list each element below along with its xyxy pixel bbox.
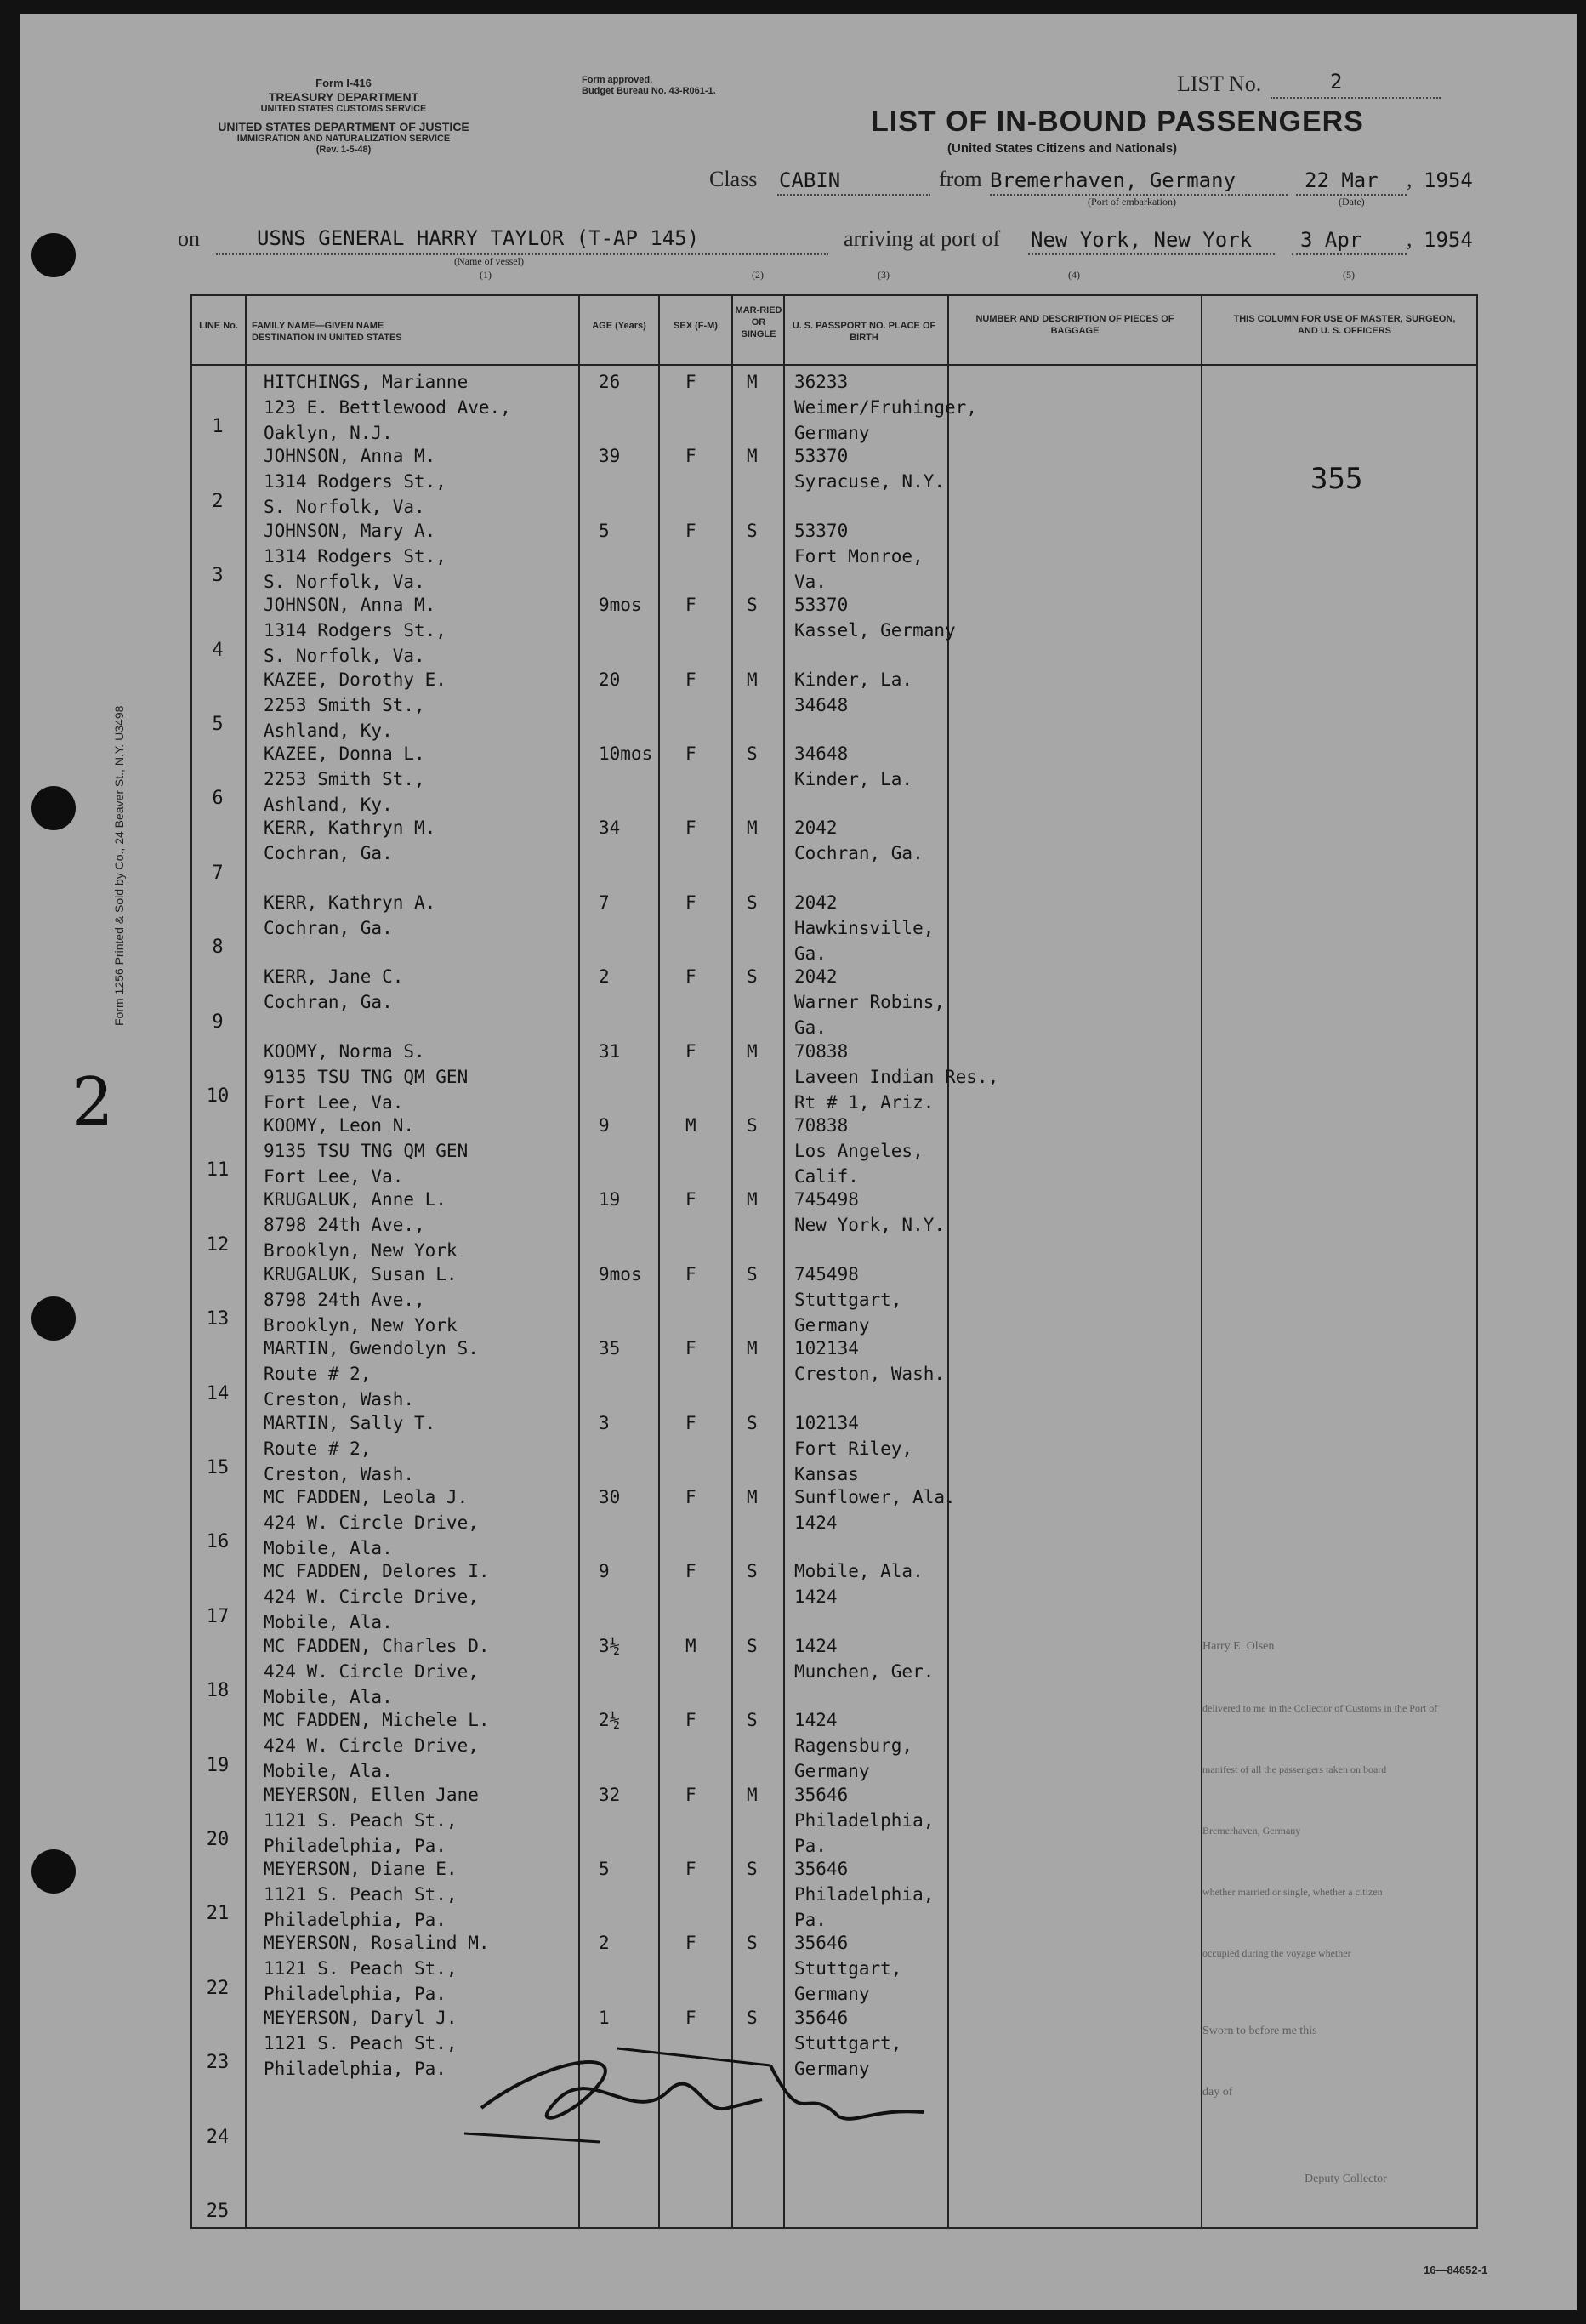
faint-stamp (1202, 1596, 1458, 2230)
table-row (192, 1111, 1476, 1185)
stamp-line: delivered to me in the Collector of Customs in the Port of (1202, 1702, 1438, 1714)
passenger-destination: Fort Lee, Va. (264, 1091, 404, 1113)
line-number: 18 (206, 1680, 230, 1702)
stamp-line: Harry E. Olsen (1202, 1640, 1275, 1653)
arrival-comma: , (1407, 226, 1413, 251)
passenger-age: 2 (599, 1933, 610, 1954)
margin-handwritten-mark: 2 (71, 1064, 114, 1141)
place-of-birth: Philadelphia, (794, 1809, 935, 1831)
punch-hole (31, 233, 76, 277)
line-number: 24 (206, 2126, 230, 2148)
date-value: 22 Mar (1305, 168, 1379, 192)
passport-number: Mobile, Ala. (794, 1561, 924, 1582)
passenger-age: 5 (599, 520, 610, 541)
arrival-date: 3 Apr (1300, 228, 1362, 252)
passenger-destination: 9135 TSU TNG QM GEN (264, 1141, 469, 1161)
passenger-destination: 2253 Smith St., (264, 769, 425, 789)
passenger-destination: 1121 S. Peach St., (264, 1958, 458, 1979)
header-name: FAMILY NAME—GIVEN NAME DESTINATION IN UNITED STATES (252, 321, 402, 343)
passenger-sex: F (685, 1338, 696, 1359)
header-passport: U. S. PASSPORT NO. PLACE OF BIRTH (792, 321, 936, 343)
punch-hole (31, 1849, 76, 1894)
line-number: 17 (206, 1605, 230, 1627)
passenger-destination: 424 W. Circle Drive, (264, 1512, 479, 1533)
passport-number: 745498 (794, 1263, 859, 1284)
passport-number: 35646 (794, 1933, 849, 1954)
passport-number: 53370 (794, 520, 849, 541)
passenger-age: 39 (599, 446, 621, 467)
passenger-age: 7 (599, 891, 610, 913)
passenger-age: 31 (599, 1040, 621, 1062)
passenger-sex: F (685, 1859, 696, 1879)
form-left-block (165, 77, 522, 156)
passport-number: 36233 (794, 372, 849, 392)
place-of-birth: Ragensburg, (794, 1735, 913, 1757)
line-number: 7 (212, 862, 224, 884)
line-number: 11 (206, 1159, 230, 1182)
place-of-birth: Stuttgart, (794, 2032, 902, 2053)
passenger-destination: 1314 Rodgers St., (264, 620, 446, 641)
table-row (192, 665, 1476, 739)
place-of-birth: Kansas (794, 1463, 859, 1484)
place-of-birth: Kinder, La. (794, 769, 913, 789)
marital-status: M (747, 446, 758, 467)
passenger-name: MARTIN, Sally T. (264, 1412, 436, 1433)
passenger-sex: F (685, 2007, 696, 2028)
passport-number: 70838 (794, 1040, 849, 1062)
passenger-destination: Creston, Wash. (264, 1389, 415, 1410)
passenger-destination: Brooklyn, New York (264, 1314, 458, 1336)
passenger-destination: Philadelphia, Pa. (264, 2058, 446, 2079)
officer-note: 355 (1310, 462, 1363, 496)
form-left-line: UNITED STATES CUSTOMS SERVICE (260, 104, 427, 114)
passport-number: 1424 (794, 1710, 838, 1731)
passenger-destination: S. Norfolk, Va. (264, 497, 425, 518)
line-number: 19 (206, 1754, 230, 1776)
line-number: 3 (212, 565, 224, 587)
date-caption: (Date) (1339, 196, 1365, 208)
passport-number: 35646 (794, 1784, 849, 1805)
place-of-birth: Creston, Wash. (794, 1364, 946, 1385)
passenger-sex: F (685, 595, 696, 616)
line-number: 6 (212, 788, 224, 810)
passport-number: 35646 (794, 1859, 849, 1879)
place-of-birth: Laveen Indian Res., (794, 1066, 999, 1087)
place-of-birth: Syracuse, N.Y. (794, 471, 946, 493)
passenger-destination: 1314 Rodgers St., (264, 471, 446, 493)
table-row (192, 1185, 1476, 1262)
stamp-line: manifest of all the passengers taken on board (1202, 1763, 1387, 1775)
passport-number: 102134 (794, 1412, 859, 1433)
line-number: 22 (206, 1977, 230, 1999)
passenger-age: 1 (599, 2007, 610, 2028)
line-number: 25 (206, 2200, 230, 2222)
col-number: (1) (480, 269, 492, 281)
marital-status: S (747, 1859, 758, 1879)
header-sex: SEX (F-M) (674, 321, 718, 331)
passenger-name: KAZEE, Dorothy E. (264, 669, 446, 690)
passenger-destination: 8798 24th Ave., (264, 1215, 425, 1236)
passenger-sex: M (685, 1115, 696, 1136)
form-left-line: TREASURY DEPARTMENT (268, 90, 419, 104)
marital-status: S (747, 1561, 758, 1582)
passenger-destination: Creston, Wash. (264, 1463, 415, 1484)
marital-status: S (747, 595, 758, 616)
col-number: (4) (1068, 269, 1080, 281)
table-row (192, 367, 1476, 441)
line-number: 1 (212, 416, 224, 438)
marital-status: S (747, 743, 758, 764)
passenger-name: KAZEE, Donna L. (264, 743, 425, 764)
table-row (192, 441, 1476, 518)
table-row (192, 813, 1476, 887)
table-row (192, 1260, 1476, 1334)
marital-status: S (747, 1710, 758, 1731)
port-caption: (Port of embarkation) (1088, 196, 1176, 208)
passenger-destination: Mobile, Ala. (264, 1686, 393, 1707)
place-of-birth: Kassel, Germany (794, 620, 956, 641)
passenger-sex: F (685, 743, 696, 764)
passport-number: 745498 (794, 1189, 859, 1210)
passenger-name: KERR, Kathryn A. (264, 891, 436, 913)
passenger-destination: Cochran, Ga. (264, 843, 393, 864)
footer-code: 16—84652-1 (1424, 2264, 1488, 2276)
marital-status: S (747, 1263, 758, 1284)
marital-status: M (747, 669, 758, 690)
list-no-value: 2 (1330, 70, 1343, 94)
form-left-line: (Rev. 1-5-48) (315, 145, 372, 155)
place-of-birth: Germany (794, 1761, 870, 1782)
passenger-age: 9mos (599, 595, 642, 616)
col-number: (3) (878, 269, 890, 281)
place-of-birth: Ga. (794, 943, 827, 964)
place-of-birth: Hawkinsville, (794, 917, 935, 938)
stamp-line: occupied during the voyage whether (1202, 1947, 1351, 1959)
passenger-age: 9mos (599, 1263, 642, 1284)
passenger-destination: Ashland, Ky. (264, 720, 393, 741)
place-of-birth: Germany (794, 1314, 870, 1336)
passenger-name: JOHNSON, Mary A. (264, 520, 436, 541)
passenger-name: KOOMY, Leon N. (264, 1115, 415, 1136)
passenger-sex: F (685, 1189, 696, 1210)
place-of-birth: Stuttgart, (794, 1958, 902, 1979)
passenger-destination: 424 W. Circle Drive, (264, 1660, 479, 1682)
manifest-page (20, 14, 1577, 2310)
passenger-name: MC FADDEN, Charles D. (264, 1635, 490, 1656)
passenger-name: JOHNSON, Anna M. (264, 446, 436, 467)
passenger-destination: 424 W. Circle Drive, (264, 1586, 479, 1608)
passenger-destination: 123 E. Bettlewood Ave., (264, 397, 511, 418)
marital-status: M (747, 1487, 758, 1507)
passenger-name: MC FADDEN, Michele L. (264, 1710, 490, 1731)
passenger-sex: F (685, 669, 696, 690)
table-row (192, 516, 1476, 590)
passenger-name: KOOMY, Norma S. (264, 1040, 425, 1062)
passenger-sex: F (685, 817, 696, 839)
stamp-line: Sworn to before me this (1202, 2025, 1317, 2037)
vessel-name: USNS GENERAL HARRY TAYLOR (T-AP 145) (257, 226, 700, 250)
passport-number: 2042 (794, 817, 838, 839)
line-number: 14 (206, 1382, 230, 1404)
passport-number: 34648 (794, 743, 849, 764)
passenger-destination: 1314 Rodgers St., (264, 545, 446, 567)
form-approved-line: Form approved. (582, 75, 653, 85)
passenger-age: 19 (599, 1189, 621, 1210)
place-of-birth: Warner Robins, (794, 992, 946, 1013)
passport-number: 35646 (794, 2007, 849, 2028)
marital-status: S (747, 1635, 758, 1656)
passenger-destination: 1121 S. Peach St., (264, 1809, 458, 1831)
form-left-line: IMMIGRATION AND NATURALIZATION SERVICE (236, 134, 451, 144)
header-age: AGE (Years) (592, 321, 646, 331)
line-number: 10 (206, 1085, 230, 1107)
line-number: 16 (206, 1531, 230, 1553)
passenger-name: JOHNSON, Anna M. (264, 595, 436, 616)
marital-status: M (747, 1338, 758, 1359)
passenger-age: 10mos (599, 743, 653, 764)
passenger-age: 5 (599, 1859, 610, 1879)
place-of-birth: Pa. (794, 1910, 827, 1930)
printer-side-text: Form 1256 Printed & Sold by Co., 24 Beaver St., N.Y. U3498 (112, 705, 126, 1026)
marital-status: M (747, 1040, 758, 1062)
passenger-name: MEYERSON, Rosalind M. (264, 1933, 490, 1954)
arriving-label: arriving at port of (844, 226, 1001, 251)
line-number: 8 (212, 937, 224, 959)
stamp-line: day of (1202, 2086, 1233, 2099)
place-of-birth: Los Angeles, (794, 1141, 924, 1161)
passport-number: 1424 (794, 1635, 838, 1656)
passport-number: 53370 (794, 446, 849, 467)
passport-number: 2042 (794, 966, 838, 988)
passenger-sex: F (685, 1263, 696, 1284)
form-left-line: Form I-416 (315, 77, 372, 89)
passenger-name: MC FADDEN, Delores I. (264, 1561, 490, 1582)
place-of-birth: Pa. (794, 1835, 827, 1856)
place-of-birth: Germany (794, 2058, 870, 2079)
place-of-birth: 1424 (794, 1586, 838, 1608)
passenger-name: HITCHINGS, Marianne (264, 372, 469, 392)
passenger-age: 32 (599, 1784, 621, 1805)
line-number: 5 (212, 713, 224, 735)
marital-status: S (747, 891, 758, 913)
punch-hole (31, 1296, 76, 1341)
passenger-sex: F (685, 1487, 696, 1507)
passenger-name: MEYERSON, Diane E. (264, 1859, 458, 1879)
form-approved-block (582, 75, 716, 97)
passenger-destination: S. Norfolk, Va. (264, 646, 425, 667)
passenger-sex: M (685, 1635, 696, 1656)
line-number: 21 (206, 1903, 230, 1925)
arrival-year: 1954 (1424, 228, 1473, 252)
passenger-destination: Mobile, Ala. (264, 1538, 393, 1558)
form-approved-line: Budget Bureau No. 43-R061-1. (582, 86, 716, 96)
passenger-destination: 1121 S. Peach St., (264, 2032, 458, 2053)
line-number: 23 (206, 2052, 230, 2074)
passport-number: Kinder, La. (794, 669, 913, 690)
signature-scrawl (447, 2031, 958, 2159)
passenger-age: 9 (599, 1115, 610, 1136)
col-number: (5) (1343, 269, 1355, 281)
passenger-sex: F (685, 1933, 696, 1954)
place-of-birth: Cochran, Ga. (794, 843, 924, 864)
place-of-birth: Philadelphia, (794, 1884, 935, 1905)
passport-number: 102134 (794, 1338, 859, 1359)
passenger-destination: Cochran, Ga. (264, 992, 393, 1013)
line-number: 20 (206, 1828, 230, 1850)
passenger-age: 26 (599, 372, 621, 392)
passenger-destination: 9135 TSU TNG QM GEN (264, 1066, 469, 1087)
marital-status: S (747, 1115, 758, 1136)
passenger-name: KERR, Kathryn M. (264, 817, 436, 839)
header-officers: THIS COLUMN FOR USE OF MASTER, SURGEON, AND U. S. OFFICERS (1233, 314, 1456, 336)
passenger-destination: Route # 2, (264, 1364, 372, 1385)
passport-number: 53370 (794, 595, 849, 616)
passenger-destination: 424 W. Circle Drive, (264, 1735, 479, 1757)
table-row (192, 888, 1476, 962)
passenger-sex: F (685, 1040, 696, 1062)
passenger-destination: Mobile, Ala. (264, 1612, 393, 1633)
marital-status: M (747, 817, 758, 839)
passenger-destination: Oaklyn, N.J. (264, 423, 393, 443)
passenger-destination: 1121 S. Peach St., (264, 1884, 458, 1905)
class-value: CABIN (779, 168, 841, 192)
passport-number: 2042 (794, 891, 838, 913)
marital-status: S (747, 2007, 758, 2028)
line-number: 12 (206, 1233, 230, 1256)
table-row (192, 962, 1476, 1039)
passenger-sex: F (685, 520, 696, 541)
marital-status: S (747, 520, 758, 541)
passenger-age: 30 (599, 1487, 621, 1507)
passenger-name: KERR, Jane C. (264, 966, 404, 988)
line-number: 4 (212, 639, 224, 661)
marital-status: M (747, 372, 758, 392)
from-label: from (939, 167, 982, 191)
place-of-birth: New York, N.Y. (794, 1215, 946, 1236)
line-number: 15 (206, 1456, 230, 1478)
class-label: Class (709, 167, 758, 191)
table-row (192, 590, 1476, 667)
passenger-sex: F (685, 446, 696, 467)
passenger-name: MEYERSON, Daryl J. (264, 2007, 458, 2028)
passenger-age: 2 (599, 966, 610, 988)
place-of-birth: Calif. (794, 1166, 859, 1187)
passenger-destination: Cochran, Ga. (264, 917, 393, 938)
form-subtitle: (United States Citizens and Nationals) (947, 141, 1178, 156)
passenger-destination: Route # 2, (264, 1438, 372, 1459)
date-comma: , (1407, 167, 1413, 191)
form-title: LIST OF IN-BOUND PASSENGERS (871, 105, 1364, 138)
marital-status: S (747, 1933, 758, 1954)
place-of-birth: Germany (794, 1984, 870, 2005)
form-left-line: UNITED STATES DEPARTMENT OF JUSTICE (218, 120, 469, 134)
from-value: Bremerhaven, Germany (990, 168, 1236, 192)
table-row (192, 1483, 1476, 1557)
passenger-age: 3 (599, 1412, 610, 1433)
header-line-no: LINE No. (199, 321, 238, 331)
table-row (192, 1409, 1476, 1483)
stamp-line: Deputy Collector (1305, 2173, 1387, 2185)
passenger-name: KRUGALUK, Susan L. (264, 1263, 458, 1284)
passenger-age: 20 (599, 669, 621, 690)
passenger-name: MARTIN, Gwendolyn S. (264, 1338, 479, 1359)
passenger-sex: F (685, 1710, 696, 1731)
passenger-sex: F (685, 1784, 696, 1805)
arrival-port: New York, New York (1031, 228, 1253, 252)
date-year: 1954 (1424, 168, 1473, 192)
passenger-name: MC FADDEN, Leola J. (264, 1487, 469, 1507)
passenger-age: 9 (599, 1561, 610, 1582)
passport-number: 70838 (794, 1115, 849, 1136)
marital-status: M (747, 1784, 758, 1805)
line-number: 2 (212, 490, 224, 512)
marital-status: S (747, 1412, 758, 1433)
place-of-birth: Rt # 1, Ariz. (794, 1091, 935, 1113)
on-label: on (178, 226, 200, 251)
list-no-label: LIST No. (1177, 71, 1262, 96)
line-number: 9 (212, 1011, 224, 1033)
col-number: (2) (752, 269, 764, 281)
place-of-birth: Stuttgart, (794, 1289, 902, 1310)
passenger-age: 35 (599, 1338, 621, 1359)
header-married: MAR-RIED OR SINGLE (735, 305, 782, 339)
stamp-line: Bremerhaven, Germany (1202, 1825, 1301, 1837)
passenger-destination: Philadelphia, Pa. (264, 1984, 446, 2005)
punch-hole (31, 786, 76, 830)
place-of-birth: Va. (794, 571, 827, 592)
table-row (192, 1334, 1476, 1408)
place-of-birth: 1424 (794, 1512, 838, 1533)
passenger-sex: F (685, 891, 696, 913)
place-of-birth: Weimer/Fruhinger, (794, 397, 977, 418)
passenger-destination: Mobile, Ala. (264, 1761, 393, 1782)
passenger-destination: 2253 Smith St., (264, 694, 425, 715)
passenger-age: 2½ (599, 1710, 621, 1731)
passenger-sex: F (685, 372, 696, 392)
table-row (192, 739, 1476, 813)
marital-status: S (747, 966, 758, 988)
stamp-line: whether married or single, whether a citizen (1202, 1886, 1383, 1898)
passenger-age: 34 (599, 817, 621, 839)
passenger-name: MEYERSON, Ellen Jane (264, 1784, 479, 1805)
vessel-caption: (Name of vessel) (454, 255, 524, 267)
passenger-destination: Fort Lee, Va. (264, 1166, 404, 1187)
passenger-sex: F (685, 1561, 696, 1582)
passenger-destination: Brooklyn, New York (264, 1240, 458, 1262)
passport-number: Sunflower, Ala. (794, 1487, 956, 1507)
passenger-destination: Philadelphia, Pa. (264, 1910, 446, 1930)
passenger-destination: Ashland, Ky. (264, 795, 393, 815)
passenger-destination: Philadelphia, Pa. (264, 1835, 446, 1856)
marital-status: M (747, 1189, 758, 1210)
line-number: 13 (206, 1308, 230, 1330)
place-of-birth: Fort Monroe, (794, 545, 924, 567)
passenger-destination: 8798 24th Ave., (264, 1289, 425, 1310)
passenger-sex: F (685, 966, 696, 988)
passenger-age: 3½ (599, 1635, 621, 1656)
header-baggage: NUMBER AND DESCRIPTION OF PIECES OF BAGGAGE (975, 314, 1174, 336)
table-row (192, 1037, 1476, 1111)
place-of-birth: Fort Riley, (794, 1438, 913, 1459)
passenger-destination: S. Norfolk, Va. (264, 571, 425, 592)
place-of-birth: 34648 (794, 694, 849, 715)
place-of-birth: Ga. (794, 1017, 827, 1039)
place-of-birth: Germany (794, 423, 870, 443)
passenger-name: KRUGALUK, Anne L. (264, 1189, 446, 1210)
passenger-sex: F (685, 1412, 696, 1433)
place-of-birth: Munchen, Ger. (794, 1660, 935, 1682)
